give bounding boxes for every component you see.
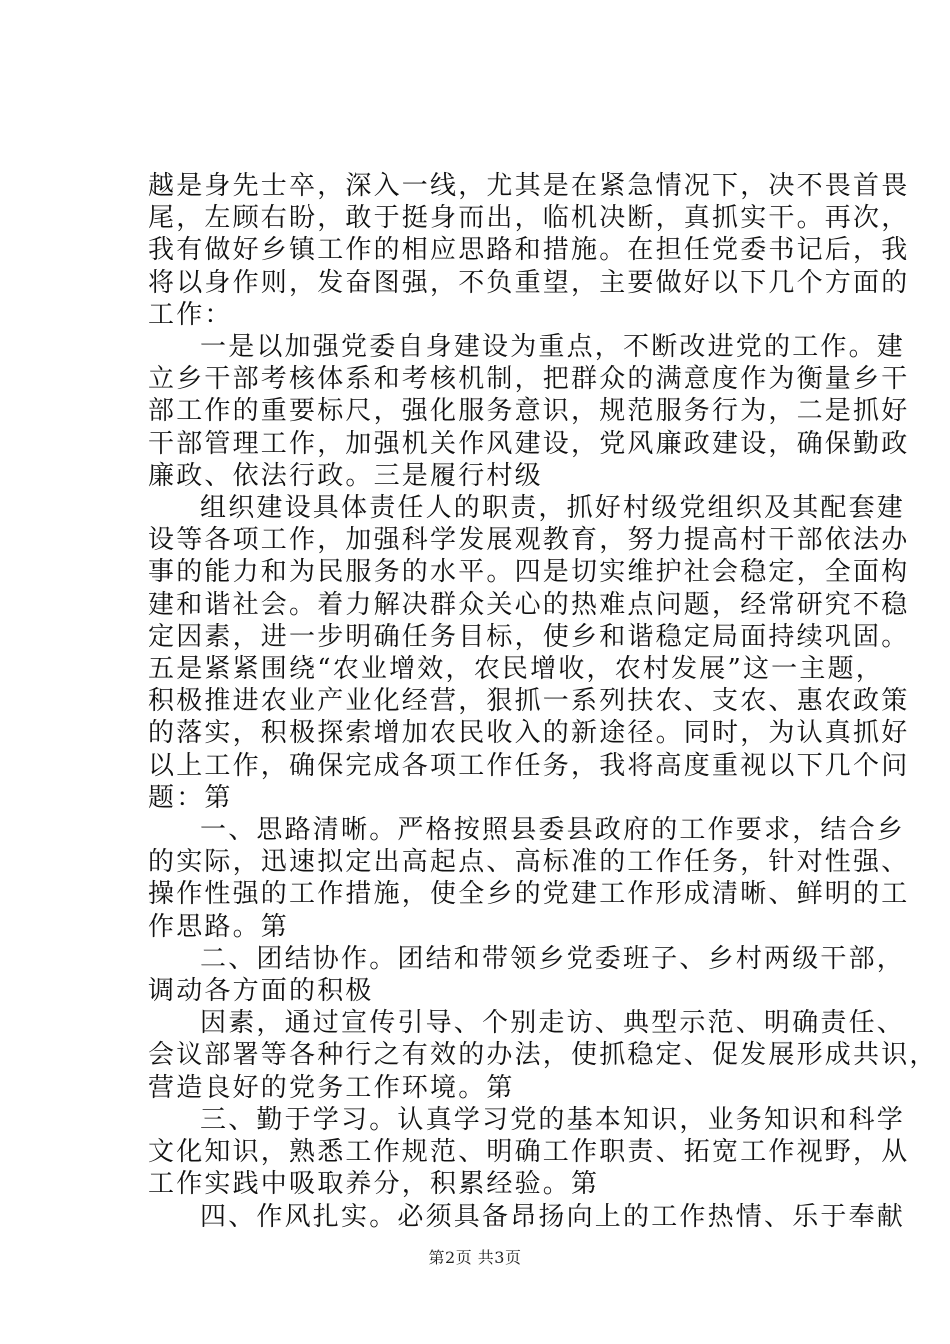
text-line: 作思路。第 <box>148 911 290 942</box>
text-line: 工作： <box>148 299 233 330</box>
text-line: 将以身作则，发奋图强，不负重望，主要做好以下几个方面的 <box>148 267 910 298</box>
text-line: 廉政、依法行政。三是履行村级 <box>148 460 543 491</box>
document-body <box>148 170 938 1233</box>
text-line: 一是以加强党委自身建设为重点，不断改进党的工作。建 <box>200 332 906 363</box>
text-line: 以上工作，确保完成各项工作任务，我将高度重视以下几个问 <box>148 750 910 781</box>
text-line: 一、思路清晰。严格按照县委县政府的工作要求，结合乡 <box>200 815 906 846</box>
page-footer <box>0 1245 950 1268</box>
text-line: 立乡干部考核体系和考核机制，把群众的满意度作为衡量乡干 <box>148 364 910 395</box>
text-line: 事的能力和为民服务的水平。四是切实维护社会稳定，全面构 <box>148 557 910 588</box>
text-line: 建和谐社会。着力解决群众关心的热难点问题，经常研究不稳 <box>148 589 910 620</box>
text-line: 尾，左顾右盼，敢于挺身而出，临机决断，真抓实干。再次， <box>148 203 910 234</box>
text-line: 调动各方面的积极 <box>148 976 374 1007</box>
text-line: 部工作的重要标尺，强化服务意识，规范服务行为，二是抓好 <box>148 396 910 427</box>
text-line: 操作性强的工作措施，使全乡的党建工作形成清晰、鲜明的工 <box>148 879 910 910</box>
text-line: 五是紧紧围绕“农业增效，农民增收，农村发展”这一主题， <box>148 654 884 685</box>
text-line: 定因素，进一步明确任务目标，使乡和谐稳定局面持续巩固。 <box>148 621 910 652</box>
text-line: 因素，通过宣传引导、个别走访、典型示范、明确责任、 <box>200 1008 906 1039</box>
text-line: 会议部署等各种行之有效的办法，使抓稳定、促发展形成共识， <box>148 1040 938 1071</box>
text-line: 组织建设具体责任人的职责，抓好村级党组织及其配套建 <box>200 493 906 524</box>
text-line: 的落实，积极探索增加农民收入的新途径。同时，为认真抓好 <box>148 718 910 749</box>
text-line: 的实际，迅速拟定出高起点、高标准的工作任务，针对性强、 <box>148 847 910 878</box>
text-line: 营造良好的党务工作环境。第 <box>148 1072 515 1103</box>
text-line: 工作实践中吸取养分，积累经验。第 <box>148 1169 600 1200</box>
text-line: 三、勤于学习。认真学习党的基本知识，业务知识和科学 <box>200 1104 906 1135</box>
text-line: 题：第 <box>148 782 233 813</box>
text-line: 设等各项工作，加强科学发展观教育，努力提高村干部依法办 <box>148 525 910 556</box>
text-line: 四、作风扎实。必须具备昂扬向上的工作热情、乐于奉献 <box>200 1201 906 1232</box>
text-line: 积极推进农业产业化经营，狠抓一系列扶农、支农、惠农政策 <box>148 686 910 717</box>
page-number-label: 第2页 共3页 <box>428 1248 522 1267</box>
text-line: 干部管理工作，加强机关作风建设，党风廉政建设，确保勤政 <box>148 428 910 459</box>
text-line: 文化知识，熟悉工作规范、明确工作职责、拓宽工作视野，从 <box>148 1137 910 1168</box>
text-line: 我有做好乡镇工作的相应思路和措施。在担任党委书记后，我 <box>148 235 910 266</box>
text-line: 二、团结协作。团结和带领乡党委班子、乡村两级干部， <box>200 943 906 974</box>
text-line: 越是身先士卒，深入一线，尤其是在紧急情况下，决不畏首畏 <box>148 171 910 201</box>
